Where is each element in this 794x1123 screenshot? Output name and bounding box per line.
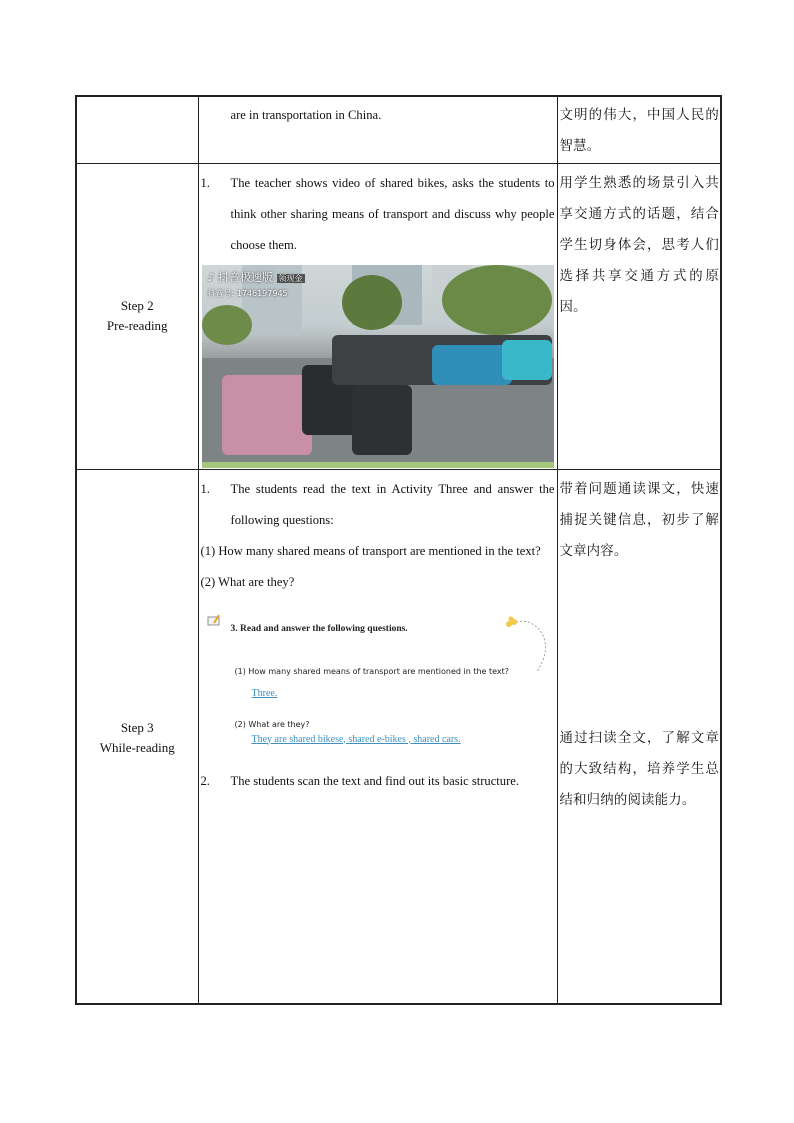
item-text: The students read the text in Activity Three and answer the following questions: [230, 481, 555, 527]
activity-text: are in transportation in China. [230, 108, 382, 122]
purpose-text: 文明的伟大，中国人民的智慧。 [559, 108, 719, 154]
purpose-cell [557, 469, 721, 1004]
step-title: Pre-reading [106, 318, 168, 333]
excerpt-answer-2: They are shared bikese, shared e-bikes , shared cars. [251, 733, 461, 745]
textbook-excerpt [203, 612, 553, 762]
step-number: Step 2 [120, 298, 154, 313]
table-row [76, 469, 721, 1004]
lesson-plan-table [75, 95, 722, 1005]
purpose-cell [557, 163, 721, 469]
tiktok-logo-icon: ♪ [207, 270, 215, 284]
question-2: (2) What are they? [200, 574, 295, 589]
step-number: Step 3 [120, 719, 154, 735]
activity-cell [198, 469, 557, 1004]
purpose-text: 带着问题通读课文，快速捕捉关键信息，初步了解文章内容。 [559, 481, 719, 559]
purpose-text: 用学生熟悉的场景引入共享交通方式的话题，结合学生切身体会，思考人们选择共享交通方式的原因。 [559, 175, 719, 315]
purpose-text: 通过扫读全文，了解文章的大致结构，培养学生总结和归纳的阅读能力。 [559, 730, 719, 808]
question-1: (1) How many shared means of transport are mentioned in the text? [200, 543, 541, 558]
pencil-book-icon [207, 614, 221, 626]
step-title: While-reading [99, 739, 175, 755]
excerpt-question-2: (2) What are they? [234, 719, 310, 729]
excerpt-heading: 3. Read and answer the following questions. [230, 623, 408, 634]
video-watermark: ♪ 抖音极速版 领现金 抖音号: 1746197945 [207, 270, 303, 298]
shared-ebikes-photo [202, 265, 554, 468]
step-cell [76, 469, 198, 1004]
item-number: 2. [200, 773, 210, 788]
activity-cell [198, 96, 557, 163]
table-row [76, 163, 721, 469]
activity-cell [198, 163, 557, 469]
item-text: The teacher shows video of shared bikes, asks the students to think other sharing means of transport and discuss why people choose them. [230, 175, 555, 252]
purpose-cell [557, 96, 721, 163]
item-text: The students scan the text and find out its basic structure. [230, 773, 520, 788]
item-number: 1. [200, 481, 210, 496]
excerpt-answer-1: Three. [251, 687, 278, 699]
table-row [76, 96, 721, 163]
flower-doodle-icon [501, 612, 551, 676]
step-cell [76, 163, 198, 469]
step-cell [76, 96, 198, 163]
item-number: 1. [200, 175, 210, 190]
excerpt-question-1: (1) How many shared means of transport are mentioned in the text? [234, 666, 510, 676]
